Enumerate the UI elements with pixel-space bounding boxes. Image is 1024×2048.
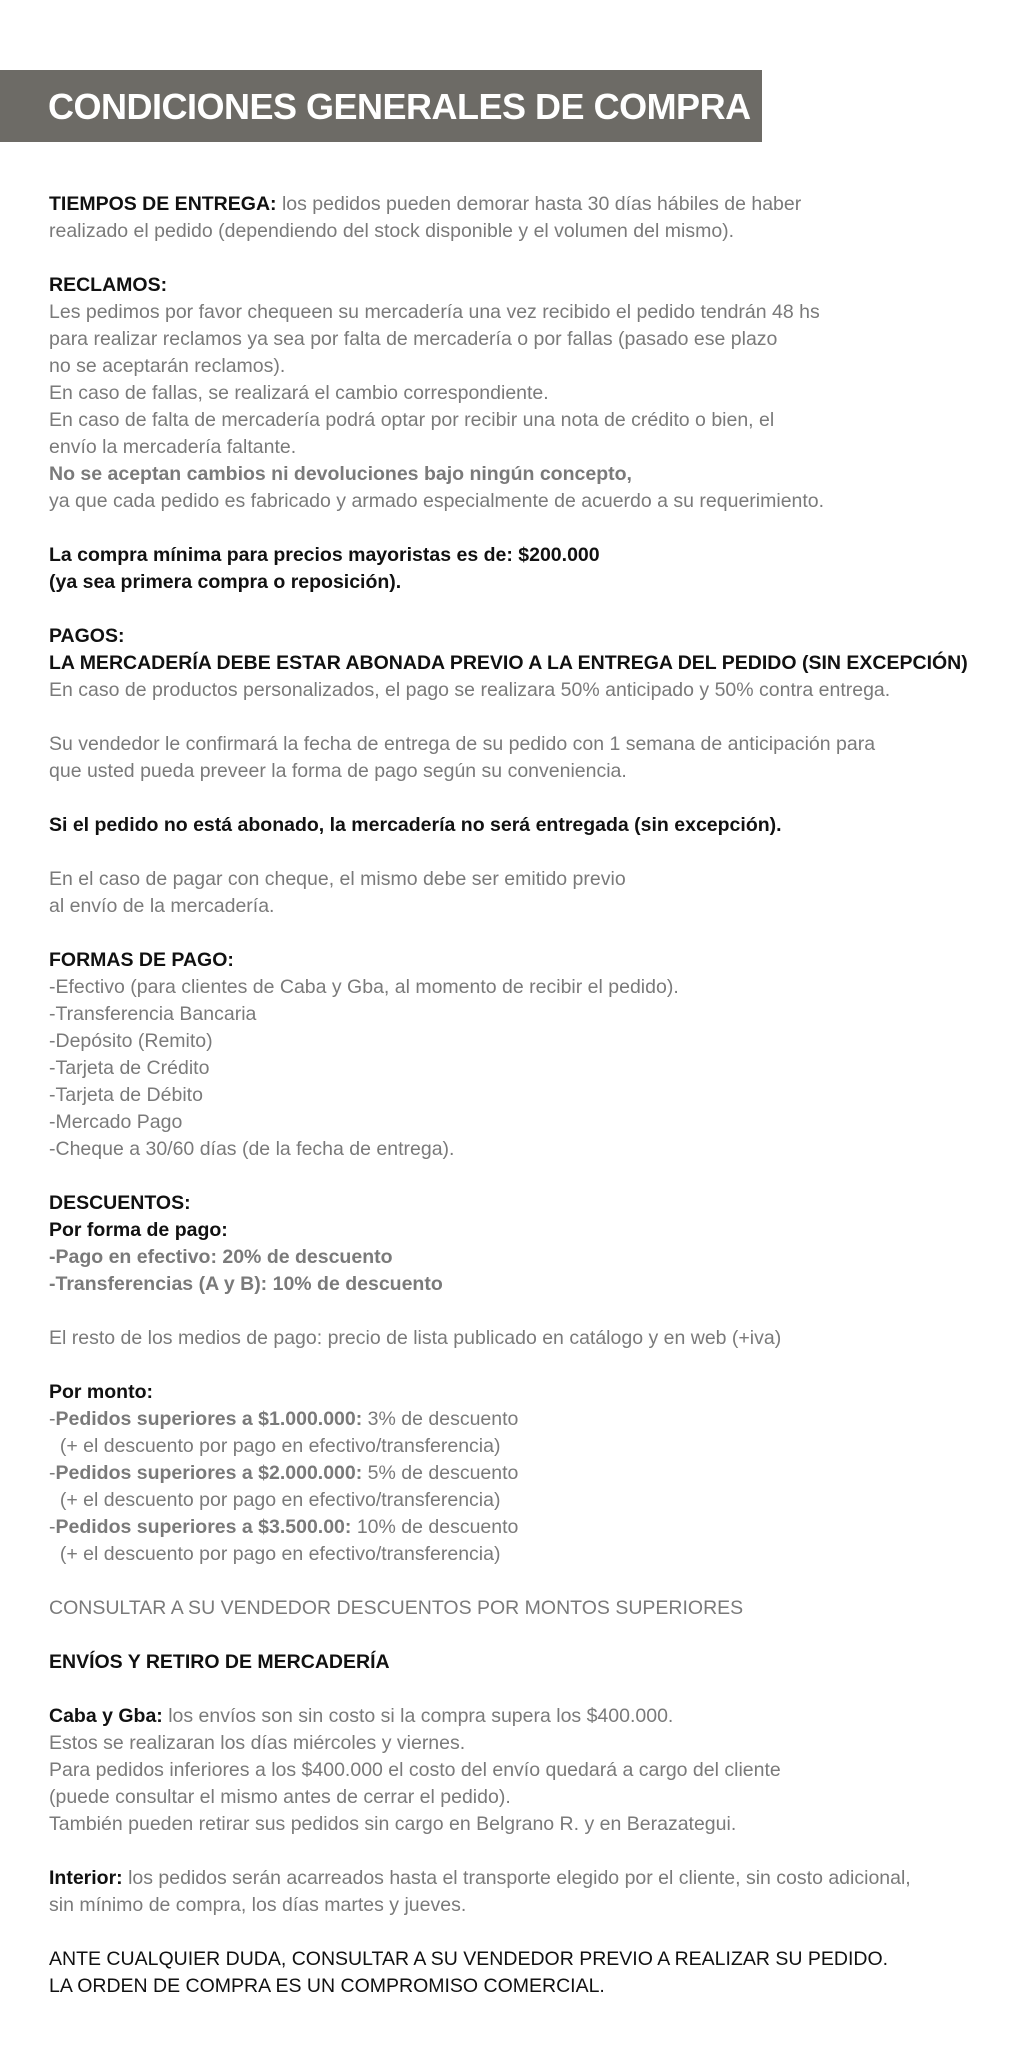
page-title: CONDICIONES GENERALES DE COMPRA — [48, 85, 751, 127]
envios-caba-line: Para pedidos inferiores a los $400.000 el costo del envío quedará a cargo del cliente — [49, 1759, 781, 1781]
monto-label: Pedidos superiores a $1.000.000: — [55, 1408, 363, 1430]
envios-interior-label: Interior: — [49, 1867, 123, 1889]
footer-line-2: LA ORDEN DE COMPRA ES UN COMPROMISO COMERCIAL. — [49, 1975, 605, 1997]
descuento-transferencias: -Transferencias (A y B): 10% de descuento — [49, 1273, 443, 1295]
section-formas-de-pago — [49, 947, 1009, 1163]
compra-minima-line-2: (ya sea primera compra o reposición). — [49, 571, 402, 593]
reclamos-line: En caso de falta de mercadería podrá optar por recibir una nota de crédito o bien, el — [49, 409, 775, 431]
envios-caba-line-1 — [49, 1703, 1009, 1730]
envios-caba-line: También pueden retirar sus pedidos sin cargo en Belgrano R. y en Berazategui. — [49, 1813, 737, 1835]
pagos-cheque-line-2: al envío de la mercadería. — [49, 895, 275, 917]
section-pagos — [49, 623, 1009, 920]
monto-value: 10% de descuento — [351, 1516, 519, 1538]
footer-line-1: ANTE CUALQUIER DUDA, CONSULTAR A SU VENDEDOR PREVIO A REALIZAR SU PEDIDO. — [49, 1948, 889, 1970]
forma-item: -Tarjeta de Crédito — [49, 1057, 210, 1079]
pagos-vendedor-line-1: Su vendedor le confirmará la fecha de entrega de su pedido con 1 semana de anticipación para — [49, 733, 876, 755]
envios-interior-line-2: sin mínimo de compra, los días martes y jueves. — [49, 1894, 467, 1916]
entrega-line-1 — [49, 191, 1009, 218]
envios-caba-text: los envíos son sin costo si la compra supera los $400.000. — [162, 1705, 674, 1727]
forma-item: -Tarjeta de Débito — [49, 1084, 203, 1106]
pagos-warning: Si el pedido no está abonado, la mercadería no será entregada (sin excepción). — [49, 814, 782, 836]
monto-dash: - — [49, 1516, 56, 1538]
reclamos-line: Les pedimos por favor chequeen su mercadería una vez recibido el pedido tendrán 48 hs — [49, 301, 820, 323]
monto-label: Pedidos superiores a $3.500.00: — [55, 1516, 352, 1538]
section-envios — [49, 1649, 1009, 1919]
forma-item: -Transferencia Bancaria — [49, 1003, 257, 1025]
reclamos-heading: RECLAMOS: — [49, 274, 168, 296]
section-footer — [49, 1946, 1009, 2000]
entrega-line-2: realizado el pedido (dependiendo del stock disponible y el volumen del mismo). — [49, 220, 735, 242]
forma-item: -Mercado Pago — [49, 1111, 183, 1133]
monto-dash: - — [49, 1408, 56, 1430]
envios-caba-line: Estos se realizaran los días miércoles y viernes. — [49, 1732, 466, 1754]
descuentos-consultar: CONSULTAR A SU VENDEDOR DESCUENTOS POR MONTOS SUPERIORES — [49, 1597, 744, 1619]
forma-item: -Cheque a 30/60 días (de la fecha de entrega). — [49, 1138, 455, 1160]
section-reclamos — [49, 272, 1009, 515]
section-descuentos — [49, 1190, 1009, 1622]
monto-line — [49, 1460, 1009, 1487]
pagos-vendedor-line-2: que usted pueda preveer la forma de pago según su conveniencia. — [49, 760, 627, 782]
entrega-heading: TIEMPOS DE ENTREGA: — [49, 193, 277, 215]
pagos-heading: PAGOS: — [49, 625, 125, 647]
reclamos-line: envío la mercadería faltante. — [49, 436, 297, 458]
section-compra-minima — [49, 542, 1009, 596]
title-banner — [0, 70, 762, 142]
reclamos-no-cambios: No se aceptan cambios ni devoluciones bajo ningún concepto, — [49, 463, 632, 485]
pagos-cheque-line-1: En el caso de pagar con cheque, el mismo debe ser emitido previo — [49, 868, 626, 890]
envios-heading: ENVÍOS Y RETIRO DE MERCADERÍA — [49, 1651, 390, 1673]
monto-note: (+ el descuento por pago en efectivo/transferencia) — [49, 1435, 501, 1457]
forma-item: -Depósito (Remito) — [49, 1030, 213, 1052]
envios-interior-line-1 — [49, 1865, 1009, 1892]
descuentos-por-forma: Por forma de pago: — [49, 1219, 228, 1241]
monto-label: Pedidos superiores a $2.000.000: — [55, 1462, 363, 1484]
monto-value: 5% de descuento — [362, 1462, 519, 1484]
reclamos-line: En caso de fallas, se realizará el cambio correspondiente. — [49, 382, 549, 404]
descuentos-resto: El resto de los medios de pago: precio de lista publicado en catálogo y en web (+iva) — [49, 1327, 782, 1349]
section-entrega — [49, 191, 1009, 245]
envios-interior-text: los pedidos serán acarreados hasta el transporte elegido por el cliente, sin costo adicional, — [122, 1867, 911, 1889]
envios-caba-line: (puede consultar el mismo antes de cerrar el pedido). — [49, 1786, 511, 1808]
formas-heading: FORMAS DE PAGO: — [49, 949, 234, 971]
reclamos-line: no se aceptarán reclamos). — [49, 355, 286, 377]
compra-minima-line-1: La compra mínima para precios mayoristas es de: $200.000 — [49, 544, 600, 566]
pagos-personalizados: En caso de productos personalizados, el pago se realizara 50% anticipado y 50% contra entrega. — [49, 679, 891, 701]
monto-note: (+ el descuento por pago en efectivo/transferencia) — [49, 1489, 501, 1511]
monto-line — [49, 1514, 1009, 1541]
entrega-text: los pedidos pueden demorar hasta 30 días hábiles de haber — [276, 193, 802, 215]
reclamos-last-line: ya que cada pedido es fabricado y armado especialmente de acuerdo a su requerimiento. — [49, 490, 825, 512]
monto-note: (+ el descuento por pago en efectivo/transferencia) — [49, 1543, 501, 1565]
envios-caba-label: Caba y Gba: — [49, 1705, 163, 1727]
monto-value: 3% de descuento — [362, 1408, 519, 1430]
pagos-subheading: LA MERCADERÍA DEBE ESTAR ABONADA PREVIO A LA ENTREGA DEL PEDIDO (SIN EXCEPCIÓN) — [49, 652, 968, 674]
descuentos-heading: DESCUENTOS: — [49, 1192, 191, 1214]
forma-item: -Efectivo (para clientes de Caba y Gba, al momento de recibir el pedido). — [49, 976, 679, 998]
descuento-efectivo: -Pago en efectivo: 20% de descuento — [49, 1246, 393, 1268]
monto-dash: - — [49, 1462, 56, 1484]
reclamos-line: para realizar reclamos ya sea por falta de mercadería o por fallas (pasado ese plazo — [49, 328, 778, 350]
descuentos-por-monto: Por monto: — [49, 1381, 153, 1403]
monto-line — [49, 1406, 1009, 1433]
conditions-content — [49, 191, 1009, 2000]
